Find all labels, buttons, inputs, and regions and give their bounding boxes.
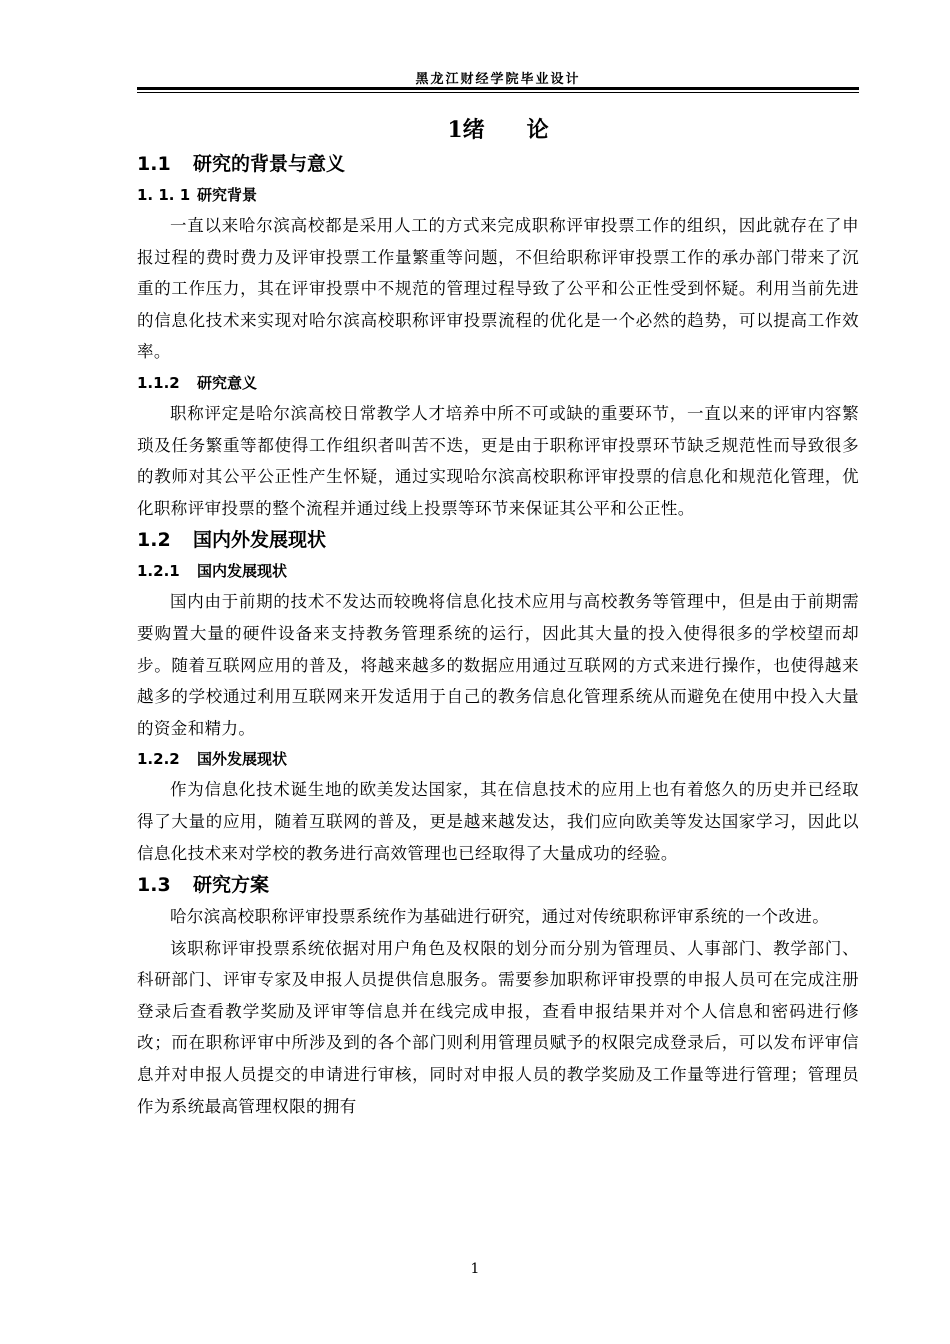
subsection-number: 1.1.2 — [137, 373, 180, 392]
section-title: 研究方案 — [193, 874, 270, 897]
section-heading — [137, 148, 859, 180]
page-number: 1 — [470, 1261, 480, 1277]
section-number: 1.1 — [137, 153, 171, 175]
paragraph: 职称评定是哈尔滨高校日常教学人才培养中所不可或缺的重要环节，一直以来的评审内容繁琐及任务繁重等都使得工作组织者叫苦不迭，更是由于职称评审投票环节缺乏规范性而导致很多的教师对其公平公正性产生怀疑，通过实现哈尔滨高校职称评审投票的信息化和规范化管理，优化职称评审投票的整个流程并通过线上投票等环节来保证其公平和公正性。 — [137, 403, 859, 518]
chapter-title-part1: 绪 — [462, 117, 485, 143]
subsection-number: 1.2.1 — [137, 562, 180, 581]
paragraph: 一直以来哈尔滨高校都是采用人工的方式来完成职称评审投票工作的组织，因此就存在了申报过程的费时费力及评审投票工作量繁重等问题，不但给职称评审投票工作的承办部门带来了沉重的工作压力，其在评审投票中不规范的管理过程导致了公平和公正性受到怀疑。利用当前先进的信息化技术来实现对哈尔滨高校职称评审投票流程的优化是一个必然的趋势，可以提高工作效率。 — [137, 216, 859, 362]
chapter-number: 1 — [447, 117, 463, 143]
subsection-heading — [137, 368, 859, 398]
subsection-heading — [137, 180, 859, 210]
subsection-title: 研究背景 — [197, 186, 258, 204]
paragraph: 作为信息化技术诞生地的欧美发达国家，其在信息技术的应用上也有着悠久的历史并已经取得了大量的应用，随着互联网的普及，更是越来越发达，我们应向欧美等发达国家学习，因此以信息化技术来对学校的教务进行高效管理也已经取得了大量成功的经验。 — [137, 780, 859, 863]
subsection-number: 1.2.2 — [137, 750, 180, 769]
subsection-heading — [137, 744, 859, 774]
paragraph: 国内由于前期的技术不发达而较晚将信息化技术应用与高校教务等管理中，但是由于前期需要购置大量的硬件设备来支持教务管理系统的运行，因此其大量的投入使得很多的学校望而却步。随着互联网应用的普及，将越来越多的数据应用通过互联网的方式来进行操作，也使得越来越多的学校通过利用互联网来开发适用于自己的教务信息化管理系统从而避免在使用中投入大量的资金和精力。 — [137, 592, 859, 738]
subsection-title: 国内发展现状 — [197, 562, 288, 581]
paragraph: 该职称评审投票系统依据对用户角色及权限的划分而分别为管理员、人事部门、教学部门、科研部门、评审专家及申报人员提供信息服务。需要参加职称评审投票的申报人员可在完成注册登录后查看教学奖励及评审等信息并在线完成申报，查看申报结果并对个人信息和密码进行修改；而在职称评审中所涉及到的各个部门则利用管理员赋予的权限完成登录后，可以发布评审信息并对申报人员提交的申请进行审核，同时对申报人员的教学奖励及工作量等进行管理；管理员作为系统最高管理权限的拥有 — [137, 938, 859, 1116]
subsection-heading — [137, 556, 859, 586]
subsection-number: 1. 1. 1 — [137, 186, 191, 204]
page-body — [137, 112, 859, 1122]
section-title: 国内外发展现状 — [193, 529, 327, 552]
section-heading — [137, 869, 859, 901]
subsection-title: 研究意义 — [197, 373, 258, 392]
running-header: 黑龙江财经学院毕业设计 — [415, 72, 581, 87]
subsection-title: 国外发展现状 — [197, 750, 288, 769]
header-rule-thin — [137, 92, 859, 93]
section-title: 研究的背景与意义 — [193, 153, 346, 175]
paragraph: 哈尔滨高校职称评审投票系统作为基础进行研究，通过对传统职称评审系统的一个改进。 — [170, 907, 830, 927]
section-number: 1.3 — [137, 874, 171, 897]
chapter-title — [137, 112, 859, 148]
section-heading — [137, 524, 859, 556]
section-number: 1.2 — [137, 529, 171, 552]
header-rule-thick — [137, 87, 859, 90]
chapter-title-part2: 论 — [526, 117, 549, 143]
